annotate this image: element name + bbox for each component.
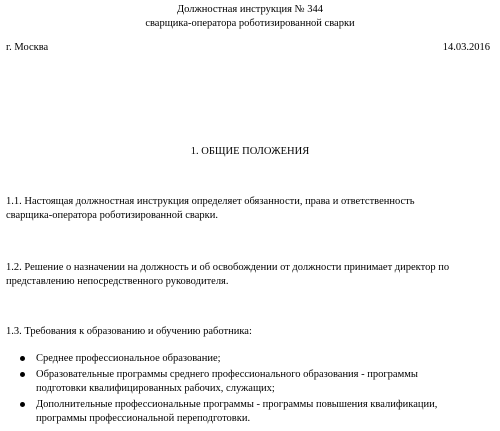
subtitle-line: сварщика-оператора роботизированной сварки	[145, 18, 355, 29]
paragraph-line: 1.1. Настоящая должностная инструкция определяет обязанности, права и ответственность	[6, 196, 415, 207]
list-item-line: программы профессиональной переподготовки.	[36, 413, 251, 424]
list-item	[0, 368, 500, 396]
paragraph-line: 1.2. Решение о назначении на должность и об освобождении от должности принимает директор по	[6, 262, 450, 273]
document-date: 14.03.2016	[442, 42, 490, 53]
list-item-line: Среднее профессиональное образование;	[36, 353, 221, 364]
document-title	[0, 3, 500, 31]
paragraph-1-3	[6, 325, 492, 339]
bullet-icon	[20, 356, 25, 361]
paragraph-line: представлению непосредственного руководителя.	[6, 276, 229, 287]
paragraph-1-1	[6, 195, 492, 223]
document-meta	[6, 41, 490, 55]
list-item-line: подготовки квалифицированных рабочих, служащих;	[36, 383, 275, 394]
title-line: Должностная инструкция № 344	[176, 4, 324, 15]
paragraph-1-2	[6, 261, 492, 289]
bullet-icon	[20, 402, 25, 407]
list-item-line: Образовательные программы среднего профессионального образования - программы	[36, 369, 418, 380]
paragraph-line: сварщика-оператора роботизированной сварки.	[6, 210, 218, 221]
list-item-line: Дополнительные профессиональные программы - программы повышения квалификации,	[36, 399, 438, 410]
section-heading: 1. ОБЩИЕ ПОЛОЖЕНИЯ	[190, 146, 310, 157]
list-item	[0, 352, 500, 366]
document-city: г. Москва	[6, 42, 49, 53]
education-requirements-list	[0, 352, 500, 428]
paragraph-line: 1.3. Требования к образованию и обучению работника:	[6, 326, 252, 337]
list-item	[0, 398, 500, 426]
bullet-icon	[20, 372, 25, 377]
